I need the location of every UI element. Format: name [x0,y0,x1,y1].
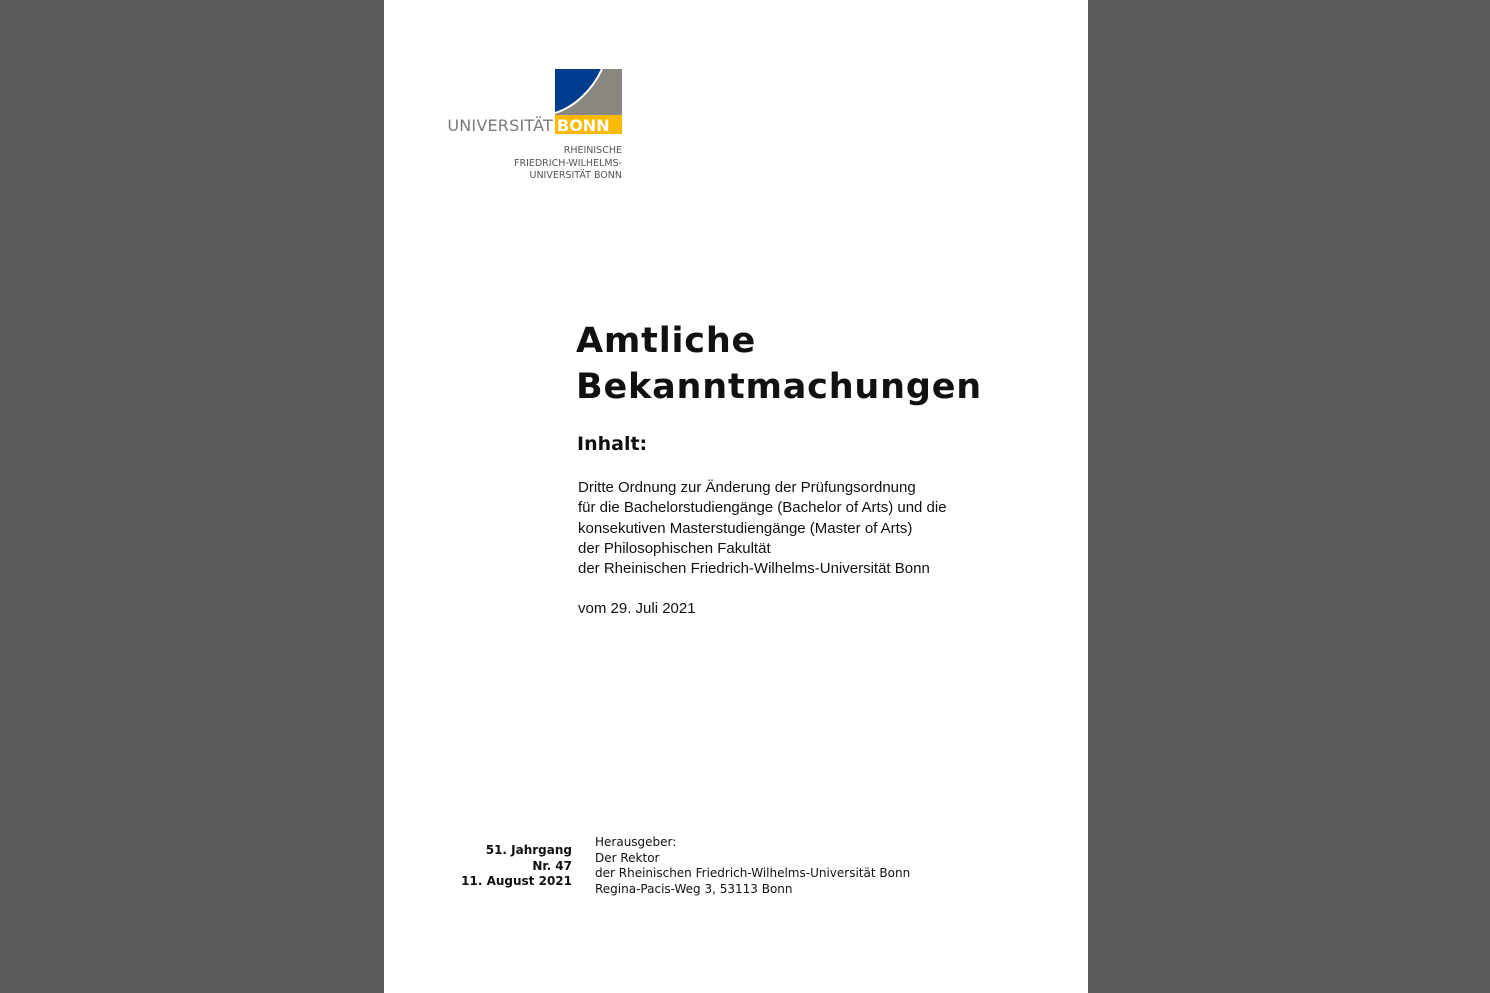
university-logo [447,68,623,184]
logo-subtitle-line: FRIEDRICH-WILHELMS- [514,157,622,169]
publisher-line: der Rheinischen Friedrich-Wilhelms-Universität Bonn [595,866,911,880]
document-page [384,0,1088,993]
logo-subtitle-line: RHEINISCHE [563,145,622,156]
contents-line: der Rheinischen Friedrich-Wilhelms-Universität Bonn [578,560,930,578]
logo-subtitle-line: UNIVERSITÄT BONN [529,170,622,181]
logo-emblem-icon [555,69,622,115]
contents-line: Dritte Ordnung zur Änderung der Prüfungsordnung [578,479,916,496]
publisher-line: Regina-Pacis-Weg 3, 53113 Bonn [595,881,793,896]
contents-line: konsekutiven Masterstudiengänge (Master of Arts) [578,519,913,537]
logo-city-word: BONN [557,116,610,135]
title-line: Bekanntmachungen [576,367,982,407]
issue-info [461,843,572,890]
issue-number: Nr. 47 [532,858,572,873]
logo-subtitle [514,145,622,183]
contents-line: für die Bachelorstudiengänge (Bachelor of Arts) und die [578,499,947,517]
logo-university-word: UNIVERSITÄT [447,116,553,135]
publisher-info [595,835,910,897]
title-line: Amtliche [576,321,757,361]
contents-line: der Philosophischen Fakultät [578,539,771,557]
page-title [576,318,982,410]
contents-heading: Inhalt: [577,433,648,455]
issue-date: 11. August 2021 [461,874,572,888]
contents-date: vom 29. Juli 2021 [578,600,696,617]
issue-volume: 51. Jahrgang [485,843,572,857]
publisher-line: Der Rektor [595,850,660,865]
publisher-line: Herausgeber: [595,835,677,849]
contents-description [578,478,947,579]
